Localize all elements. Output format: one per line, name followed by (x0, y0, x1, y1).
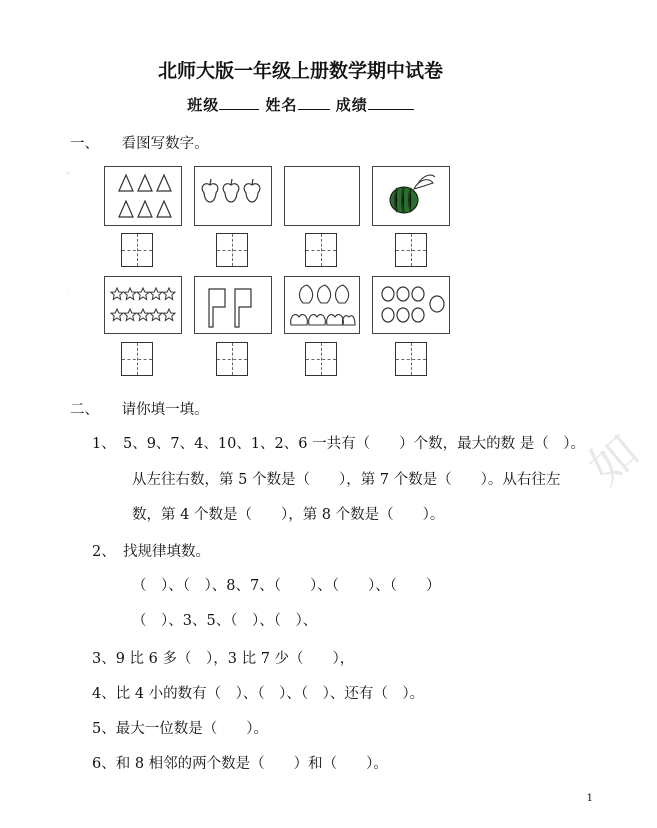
triangles-picture (104, 166, 182, 226)
score-label: 成绩 (335, 96, 368, 114)
q2-line2: （ ）、（ ）、8、7、（ ）、（ ）、（ ） (132, 578, 441, 594)
page-number: 1 (586, 793, 593, 804)
watermelon-icon (373, 167, 448, 224)
section2-number: 二、 (70, 402, 99, 418)
q3-line: 3、9 比 6 多（ ），3 比 7 少（ ）， (92, 651, 355, 667)
class-blank[interactable] (219, 95, 259, 110)
answer-box-flags[interactable] (216, 342, 248, 376)
name-blank[interactable] (298, 95, 330, 110)
scan-mark: · (66, 290, 69, 300)
q5-line: 5、最大一位数是（ ）。 (92, 721, 268, 737)
stars-picture (104, 276, 182, 334)
score-blank[interactable] (368, 95, 414, 110)
circles-icon (373, 277, 448, 332)
answer-box-stars[interactable] (121, 342, 153, 376)
triangles-icon (105, 167, 180, 224)
flags-icon (195, 277, 270, 332)
section2-title: 请你填一填。 (121, 402, 209, 418)
answer-box-apples[interactable] (216, 233, 248, 267)
q1-line3: 数，第 4 个数是（ ），第 8 个数是（ ）。 (132, 507, 445, 523)
answer-box-peaches[interactable] (305, 342, 337, 376)
watermark: 如 (578, 419, 656, 497)
q2-line3: （ ）、3、5、（ ）、（ ）、 (132, 613, 318, 629)
student-info-line (0, 94, 601, 115)
section1-heading (70, 132, 209, 153)
apples-picture (194, 166, 272, 226)
q6-line: 6、和 8 相邻的两个数是（ ）和（ ）。 (92, 756, 388, 772)
apples-icon (195, 167, 270, 224)
class-label: 班级 (187, 96, 220, 114)
scan-mark: ° (66, 172, 71, 182)
q4-line: 4、比 4 小的数有（ ）、（ ）、（ ）、还有（ ）。 (92, 686, 425, 702)
q1-line1: 1、 5、9、7、4、10、1、2、6 一共有（ ）个数，最大的数 是（ ）。 (92, 436, 585, 452)
answer-box-triangles[interactable] (121, 233, 153, 267)
watermelon-picture (372, 166, 450, 226)
q1-line2: 从左往右数，第 5 个数是（ ），第 7 个数是（ ）。从右往左 (132, 472, 561, 488)
answer-box-watermelon[interactable] (395, 233, 427, 267)
answer-box-empty[interactable] (305, 233, 337, 267)
answer-box-circles[interactable] (395, 342, 427, 376)
circles-picture (372, 276, 450, 334)
stars-icon (105, 277, 180, 332)
section1-title: 看图写数字。 (121, 136, 209, 152)
empty-picture (284, 166, 360, 226)
section2-heading (70, 398, 209, 419)
name-label: 姓名 (265, 96, 298, 114)
section1-number: 一、 (70, 136, 99, 152)
peaches-picture (284, 276, 360, 334)
exam-title: 北师大版一年级上册数学期中试卷 (157, 60, 443, 82)
peaches-icon (285, 277, 358, 332)
flags-picture (194, 276, 272, 334)
q2-line1: 2、 找规律填数。 (92, 544, 210, 560)
